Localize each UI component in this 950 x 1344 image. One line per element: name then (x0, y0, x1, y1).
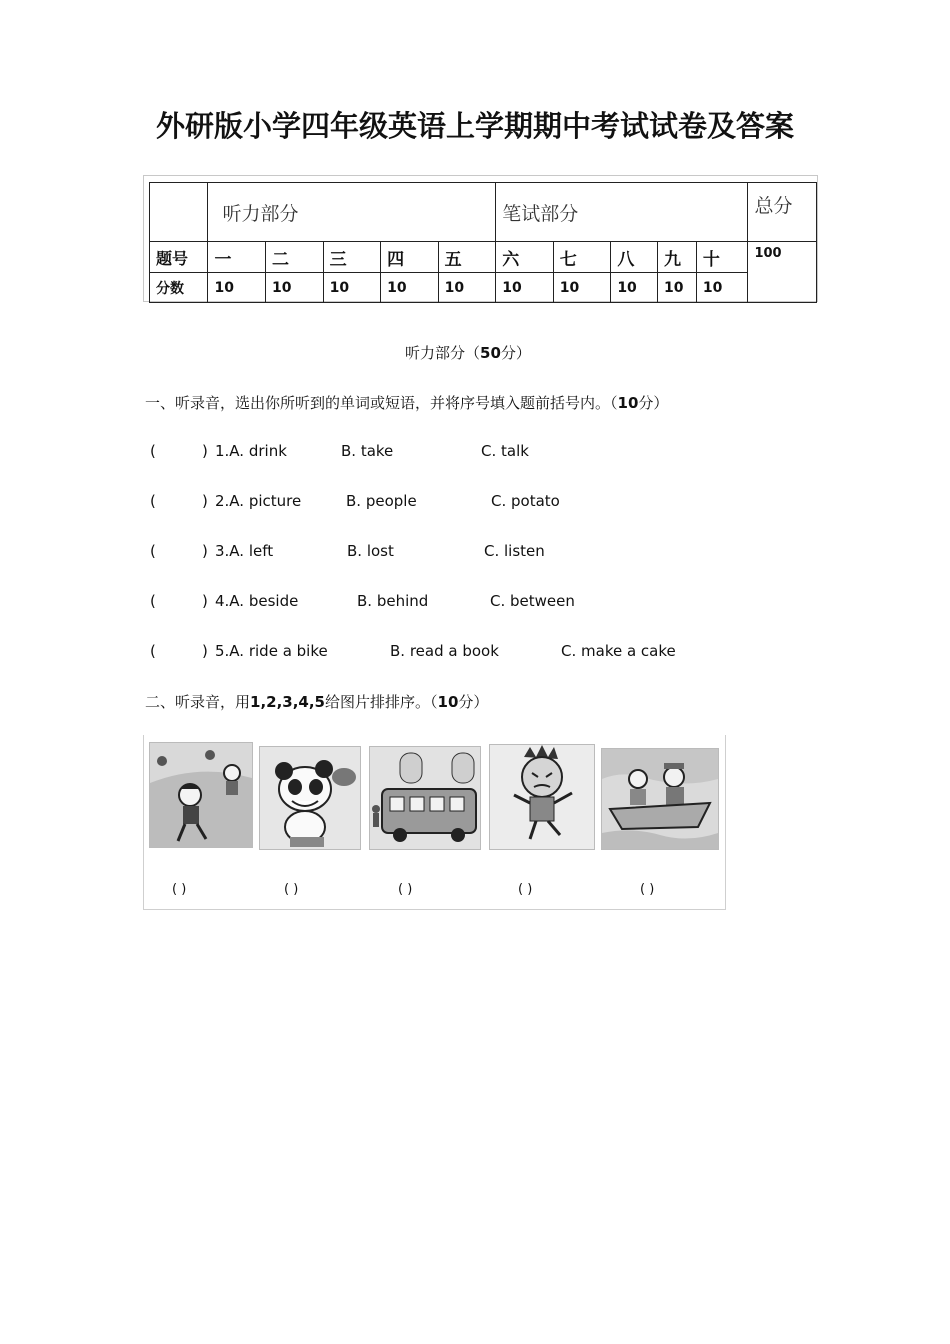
score-row-label: 分数 (150, 273, 208, 303)
score-cell: 10 (381, 273, 439, 303)
score-cell: 10 (266, 273, 324, 303)
option-a: 2.A. picture (215, 492, 302, 510)
score-cell: 10 (553, 273, 611, 303)
score-table-corner (150, 183, 208, 242)
boat-picture (601, 748, 719, 850)
answer-close-paren: ) (202, 592, 208, 610)
picture-answer-paren-1[interactable]: ( ) (172, 882, 187, 897)
question-number-cell: 四 (381, 242, 439, 273)
option-b: B. behind (357, 592, 429, 610)
page-title: 外研版小学四年级英语上学期期中考试试卷及答案 (155, 109, 794, 143)
score-table (149, 182, 817, 303)
picture-answer-paren-3[interactable]: ( ) (398, 882, 413, 897)
option-c: C. make a cake (561, 642, 676, 660)
score-cell: 10 (438, 273, 496, 303)
picture-answer-paren-5[interactable]: ( ) (640, 882, 655, 897)
bus-picture (369, 746, 481, 850)
score-cell: 10 (696, 273, 748, 303)
score-cell: 10 (496, 273, 554, 303)
score-table-frame (143, 175, 818, 302)
option-b: B. people (346, 492, 417, 510)
option-c: C. talk (481, 442, 529, 460)
answer-open-paren[interactable]: ( (150, 442, 156, 460)
option-c: C. potato (491, 492, 560, 510)
option-c: C. listen (484, 542, 545, 560)
answer-open-paren[interactable]: ( (150, 592, 156, 610)
picture-answer-paren-4[interactable]: ( ) (518, 882, 533, 897)
total-score: 100 (748, 242, 817, 303)
answer-close-paren: ) (202, 442, 208, 460)
total-header: 总分 (748, 183, 817, 242)
question-number-cell: 二 (266, 242, 324, 273)
section1-instruction: 一、听录音，选出你所听到的单词或短语，并将序号填入题前括号内。（10分） (145, 394, 669, 412)
question-number-cell: 五 (438, 242, 496, 273)
option-a: 5.A. ride a bike (215, 642, 328, 660)
jumping-boy-picture (489, 744, 595, 850)
answer-close-paren: ) (202, 542, 208, 560)
listening-section-header: 听力部分 (208, 183, 496, 242)
question-number-label: 题号 (150, 242, 208, 273)
score-cell: 10 (658, 273, 697, 303)
answer-close-paren: ) (202, 642, 208, 660)
option-b: B. lost (347, 542, 394, 560)
answer-open-paren[interactable]: ( (150, 642, 156, 660)
boy-running-picture (149, 742, 253, 848)
question-number-cell: 六 (496, 242, 554, 273)
option-b: B. take (341, 442, 394, 460)
option-a: 4.A. beside (215, 592, 299, 610)
question-number-cell: 三 (323, 242, 381, 273)
score-cell: 10 (611, 273, 658, 303)
writing-section-header: 笔试部分 (496, 183, 748, 242)
section2-instruction: 二、听录音，用1,2,3,4,5给图片排排序。（10分） (145, 693, 489, 711)
question-number-cell: 七 (553, 242, 611, 273)
score-cell: 10 (208, 273, 266, 303)
answer-open-paren[interactable]: ( (150, 492, 156, 510)
answer-close-paren: ) (202, 492, 208, 510)
score-cell: 10 (323, 273, 381, 303)
panda-picture (259, 746, 361, 850)
question-number-cell: 八 (611, 242, 658, 273)
option-a: 1.A. drink (215, 442, 287, 460)
answer-open-paren[interactable]: ( (150, 542, 156, 560)
option-b: B. read a book (390, 642, 499, 660)
question-number-cell: 九 (658, 242, 697, 273)
option-a: 3.A. left (215, 542, 274, 560)
picture-answer-paren-2[interactable]: ( ) (284, 882, 299, 897)
question-number-cell: 一 (208, 242, 266, 273)
listening-heading: 听力部分（50分） (405, 344, 531, 362)
option-c: C. between (490, 592, 575, 610)
question-number-cell: 十 (696, 242, 748, 273)
